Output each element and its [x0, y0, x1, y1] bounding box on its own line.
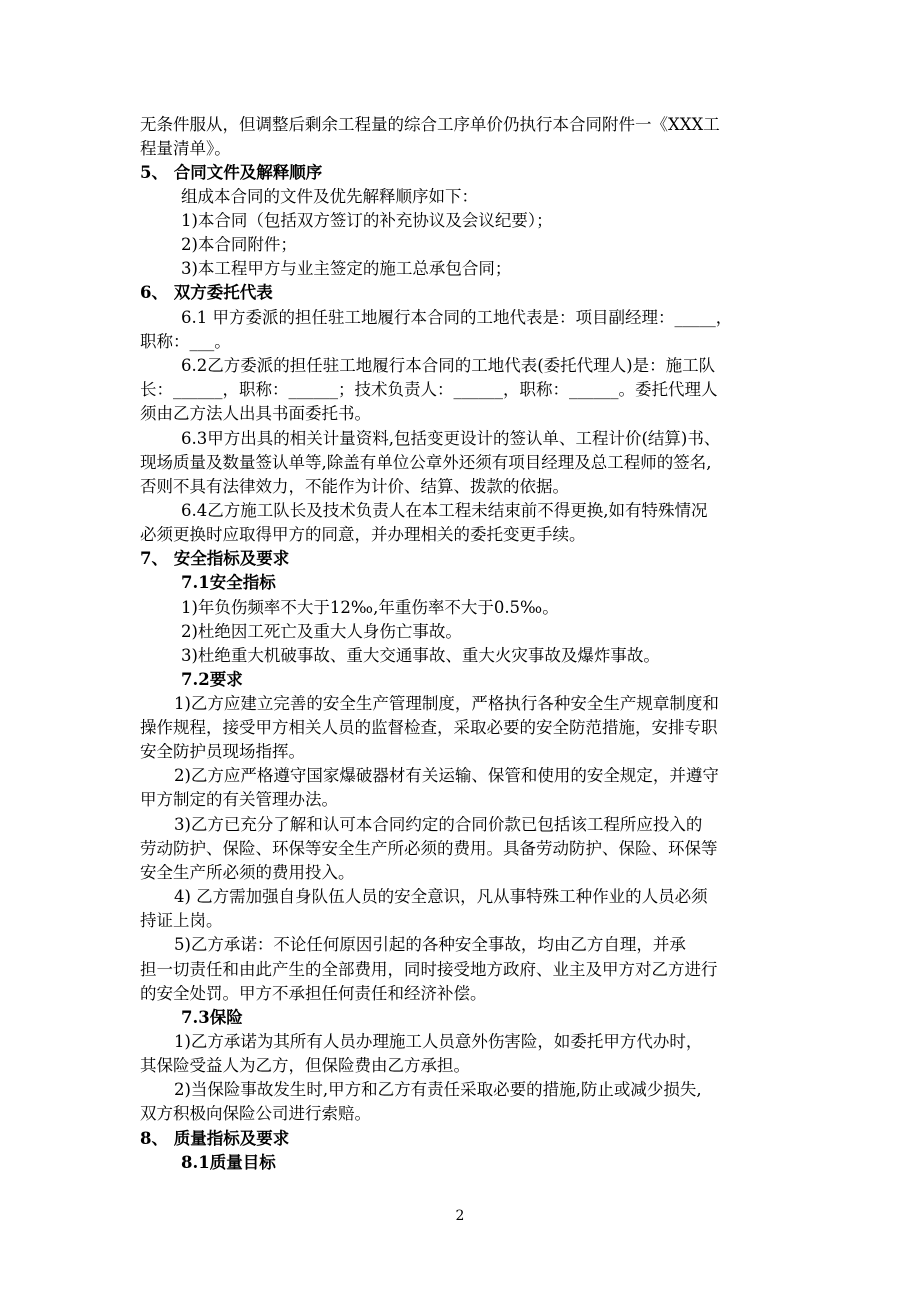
- list-item: 2)本合同附件；: [181, 235, 297, 254]
- list-item: 2)乙方应严格遵守国家爆破器材有关运输、保管和使用的安全规定，并遵守: [174, 766, 719, 785]
- list-item: 1)乙方承诺为其所有人员办理施工人员意外伤害险，如委托甲方代办时，: [174, 1032, 703, 1051]
- text-line: 职称：___。: [140, 332, 231, 351]
- subsection-heading: 8.1质量目标: [181, 1153, 276, 1172]
- text-line: 双方积极向保险公司进行索赔。: [140, 1104, 371, 1123]
- page-number: 2: [455, 1208, 465, 1224]
- text-line: 安全防护员现场指挥。: [140, 742, 305, 761]
- text-line: 劳动防护、保险、环保等安全生产所必须的费用。具备劳动防护、保险、环保等: [140, 839, 718, 858]
- text-line: 否则不具有法律效力，不能作为计价、结算、拨款的依据。: [140, 477, 569, 496]
- text-line: 操作规程，接受甲方相关人员的监督检查，采取必要的安全防范措施，安排专职: [140, 718, 718, 737]
- list-item: 3)杜绝重大机破事故、重大交通事故、重大火灾事故及爆炸事故。: [181, 646, 660, 665]
- section-heading: 7、 安全指标及要求: [140, 549, 290, 568]
- list-item: 1)乙方应建立完善的安全生产管理制度，严格执行各种安全生产规章制度和: [174, 694, 719, 713]
- subsection-heading: 7.2要求: [181, 670, 243, 689]
- text-line: 长：______，职称：______；技术负责人：______，职称：______。委托代理人: [140, 380, 718, 399]
- text-line: 无条件服从，但调整后剩余工程量的综合工序单价仍执行本合同附件一《XXX工: [140, 115, 720, 134]
- section-heading: 6、 双方委托代表: [140, 283, 273, 302]
- text-line: 程量清单》。: [140, 139, 231, 158]
- subsection-heading: 7.1安全指标: [181, 573, 276, 592]
- text-line: 其保险受益人为乙方，但保险费由乙方承担。: [140, 1056, 470, 1075]
- list-item: 3)乙方已充分了解和认可本合同约定的合同价款已包括该工程所应投入的: [174, 815, 703, 834]
- text-line: 持证上岗。: [140, 911, 223, 930]
- text-line: 现场质量及数量签认单等,除盖有单位公章外还须有项目经理及总工程师的签名,: [140, 453, 712, 472]
- list-item: 1)年负伤频率不大于12‰,年重伤率不大于0.5‰。: [181, 598, 559, 617]
- text-line: 担一切责任和由此产生的全部费用，同时接受地方政府、业主及甲方对乙方进行: [140, 960, 718, 979]
- text-line: 6.3甲方出具的相关计量资料,包括变更设计的签认单、工程计价(结算)书、: [181, 429, 721, 448]
- text-line: 必须更换时应取得甲方的同意，并办理相关的委托变更手续。: [140, 525, 586, 544]
- text-line: 6.2乙方委派的担任驻工地履行本合同的工地代表(委托代理人)是：施工队: [181, 356, 716, 375]
- text-line: 安全生产所必须的费用投入。: [140, 863, 355, 882]
- text-line: 的安全处罚。甲方不承担任何责任和经济补偿。: [140, 984, 487, 1003]
- text-line: 甲方制定的有关管理办法。: [140, 790, 338, 809]
- text-line: 须由乙方法人出具书面委托书。: [140, 404, 371, 423]
- list-item: 1)本合同（包括双方签订的补充协议及会议纪要）；: [181, 211, 553, 230]
- text-line: 6.1 甲方委派的担任驻工地履行本合同的工地代表是：项目副经理：_____，: [181, 308, 733, 327]
- list-item: 5)乙方承诺：不论任何原因引起的各种安全事故，均由乙方自理，并承: [174, 935, 686, 954]
- list-item: 3)本工程甲方与业主签定的施工总承包合同；: [181, 259, 512, 278]
- subsection-heading: 7.3保险: [181, 1008, 243, 1027]
- section-heading: 8、 质量指标及要求: [140, 1129, 290, 1148]
- list-item: 2)杜绝因工死亡及重大人身伤亡事故。: [181, 622, 462, 641]
- list-item: 2)当保险事故发生时,甲方和乙方有责任采取必要的措施,防止或减少损失,: [174, 1080, 702, 1099]
- list-item: 4) 乙方需加强自身队伍人员的安全意识，凡从事特殊工种作业的人员必须: [174, 887, 708, 906]
- text-line: 6.4乙方施工队长及技术负责人在本工程未结束前不得更换,如有特殊情况: [181, 501, 708, 520]
- text-line: 组成本合同的文件及优先解释顺序如下：: [181, 187, 478, 206]
- section-heading: 5、 合同文件及解释顺序: [140, 163, 323, 182]
